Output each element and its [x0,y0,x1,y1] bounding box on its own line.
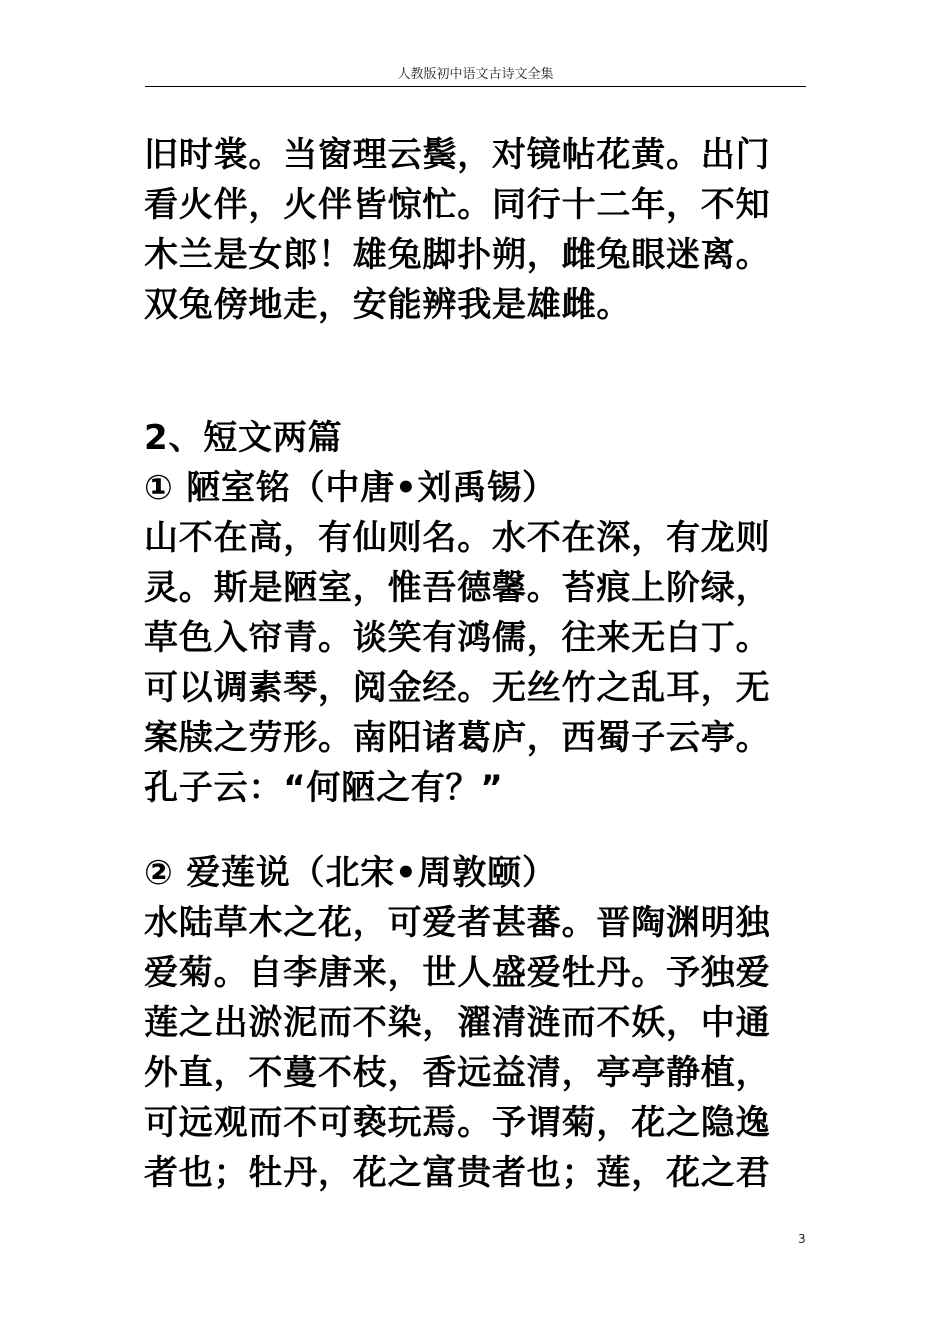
text-line: 看火伴，火伴皆惊忙。同行十二年，不知 [144,185,771,225]
text-line: 双兔傍地走，安能辨我是雄雌。 [144,285,632,325]
text-line: 可以调素琴，阅金经。无丝竹之乱耳，无 [144,668,771,708]
text-line: 外直，不蔓不枝，香远益清，亭亭静植， [144,1053,771,1093]
document-body [144,130,808,1198]
text-line: 莲之出淤泥而不染，濯清涟而不妖，中通 [144,1003,771,1043]
text-line: 者也；牡丹，花之富贵者也；莲，花之君 [144,1153,771,1193]
ai-lian-shuo-passage [144,848,808,1198]
text-line: 草色入帘青。谈笑有鸿儒，往来无白丁。 [144,618,771,658]
lou-shi-ming-passage [144,463,808,813]
text-line: 旧时裳。当窗理云鬓，对镜帖花黄。出门 [144,135,771,175]
text-line: 孔子云：“何陋之有？” [144,768,504,808]
text-line: 案牍之劳形。南阳诸葛庐，西蜀子云亭。 [144,718,771,758]
page-header [145,66,806,87]
text-line: 灵。斯是陋室，惟吾德馨。苔痕上阶绿， [144,568,771,608]
text-line: 水陆草木之花，可爱者甚蕃。晋陶渊明独 [144,903,771,943]
header-title: 人教版初中语文古诗文全集 [397,67,554,82]
page-number: 3 [798,1232,806,1246]
passage-title: ① 陋室铭（中唐•刘禹锡） [144,468,557,508]
mulan-passage [144,130,808,330]
text-line: 可远观而不可亵玩焉。予谓菊，花之隐逸 [144,1103,771,1143]
text-line: 爱菊。自李唐来，世人盛爱牡丹。予独爱 [144,953,771,993]
text-line: 木兰是女郎！雄兔脚扑朔，雌兔眼迷离。 [144,235,771,275]
section-title: 2、短文两篇 [144,418,343,458]
passage-title: ② 爱莲说（北宋•周敦颐） [144,853,557,893]
text-line: 山不在高，有仙则名。水不在深，有龙则 [144,518,771,558]
